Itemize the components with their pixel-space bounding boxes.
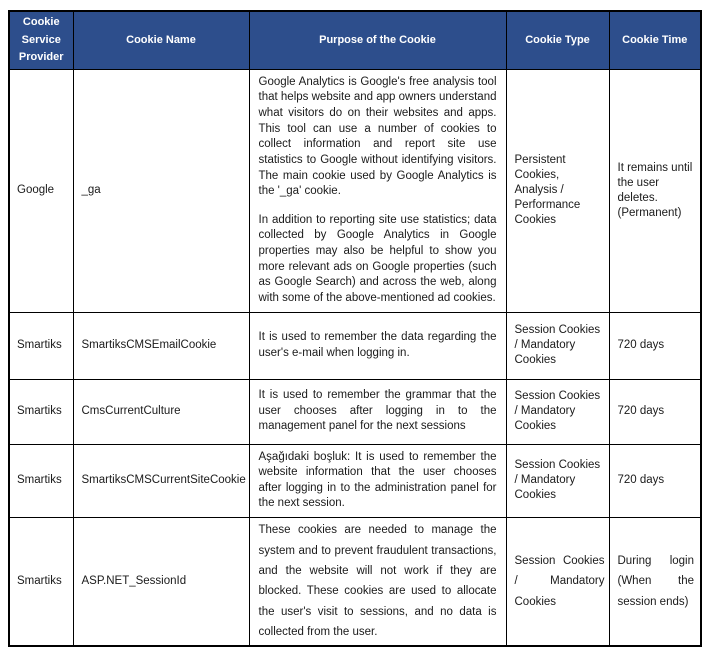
table-header-row xyxy=(9,11,701,69)
cookie-name-text: SmartiksCMSCurrentSiteCookie xyxy=(81,474,246,487)
cell-cookie-type xyxy=(506,379,609,444)
cell-provider xyxy=(9,444,73,518)
cookie-time-text: 720 days xyxy=(617,474,665,487)
purpose-paragraph: These cookies are needed to manage the system and to prevent fraudulent transactions, and the website will not work if they are blocked. These cookies are used to allocate the user's visit to sessions, and no data is collected from the user. xyxy=(258,524,497,639)
cell-provider xyxy=(9,518,73,646)
table-row-email-cookie xyxy=(9,312,701,379)
cell-cookie-type xyxy=(506,444,609,518)
purpose-paragraph: In addition to reporting site use statistics; data collected by Google Analytics in Google properties may also be helpful to show you more relevant ads on Google properties (such as Google Search) and across the web, along with some of the above-mentioned ad cookies. xyxy=(258,213,497,304)
cookie-time-text: It remains until the user deletes. (Permanent) xyxy=(617,161,693,219)
cookie-time-text: 720 days xyxy=(617,405,665,418)
cookie-time-text: During login (When the session ends) xyxy=(617,554,694,608)
purpose-paragraph: Aşağıdaki boşluk: It is used to remember the website information that the user chooses after logging in to the administration panel for the next session. xyxy=(258,450,497,510)
table-row-session-id xyxy=(9,518,701,646)
cookie-type-text: Session Cookies / Mandatory Cookies xyxy=(514,390,601,432)
cell-provider xyxy=(9,379,73,444)
cell-cookie-time xyxy=(609,379,701,444)
cookie-type-text: Session Cookies / Mandatory Cookies xyxy=(514,324,601,366)
cookie-type-text: Persistent Cookies, Analysis / Performance Cookies xyxy=(514,154,581,227)
cell-purpose xyxy=(249,69,506,312)
provider-text: Smartiks xyxy=(17,574,62,587)
cell-purpose xyxy=(249,518,506,646)
cookie-type-text: Session Cookies / Mandatory Cookies xyxy=(514,554,605,608)
cookie-policy-table xyxy=(8,10,702,647)
cell-cookie-time xyxy=(609,69,701,312)
purpose-paragraph: It is used to remember the grammar that the user chooses after logging in to the management panel for the next sessions xyxy=(258,389,497,433)
purpose-paragraph: It is used to remember the data regarding the user's e-mail when logging in. xyxy=(258,330,497,359)
cell-purpose xyxy=(249,312,506,379)
cell-cookie-time xyxy=(609,444,701,518)
cookie-time-text: 720 days xyxy=(617,339,665,352)
cell-cookie-name xyxy=(73,69,249,312)
cell-cookie-name xyxy=(73,444,249,518)
cell-cookie-type xyxy=(506,518,609,646)
cell-cookie-time xyxy=(609,518,701,646)
cookie-name-text: _ga xyxy=(81,184,101,197)
header-cookie-name: Cookie Name xyxy=(73,11,249,69)
cell-cookie-type xyxy=(506,69,609,312)
header-cookie-service-provider: Cookie Service Provider xyxy=(9,11,73,69)
provider-text: Smartiks xyxy=(17,339,62,352)
provider-text: Smartiks xyxy=(17,474,62,487)
provider-text: Google xyxy=(17,184,55,197)
header-cookie-type: Cookie Type xyxy=(506,11,609,69)
purpose-paragraph: Google Analytics is Google's free analysis tool that helps website and app owners understand what visitors do on their websites and apps. This tool can use a number of cookies to collect information and report site use statistics to Google without identifying visitors. The main cookie used by Google Analytics is the '_ga' cookie. xyxy=(258,75,497,198)
cell-cookie-type xyxy=(506,312,609,379)
cell-cookie-name xyxy=(73,312,249,379)
header-cookie-time: Cookie Time xyxy=(609,11,701,69)
table-row-current-culture xyxy=(9,379,701,444)
cookie-name-text: ASP.NET_SessionId xyxy=(81,574,187,587)
cell-cookie-time xyxy=(609,312,701,379)
cookie-name-text: SmartiksCMSEmailCookie xyxy=(81,339,217,352)
cell-cookie-name xyxy=(73,379,249,444)
cell-provider xyxy=(9,312,73,379)
cookie-name-text: CmsCurrentCulture xyxy=(81,405,181,418)
cell-provider xyxy=(9,69,73,312)
cell-cookie-name xyxy=(73,518,249,646)
provider-text: Smartiks xyxy=(17,405,62,418)
cell-purpose xyxy=(249,379,506,444)
table-row-ga xyxy=(9,69,701,312)
header-purpose: Purpose of the Cookie xyxy=(249,11,506,69)
cookie-type-text: Session Cookies / Mandatory Cookies xyxy=(514,459,601,502)
table-row-current-site-cookie xyxy=(9,444,701,518)
cell-purpose xyxy=(249,444,506,518)
